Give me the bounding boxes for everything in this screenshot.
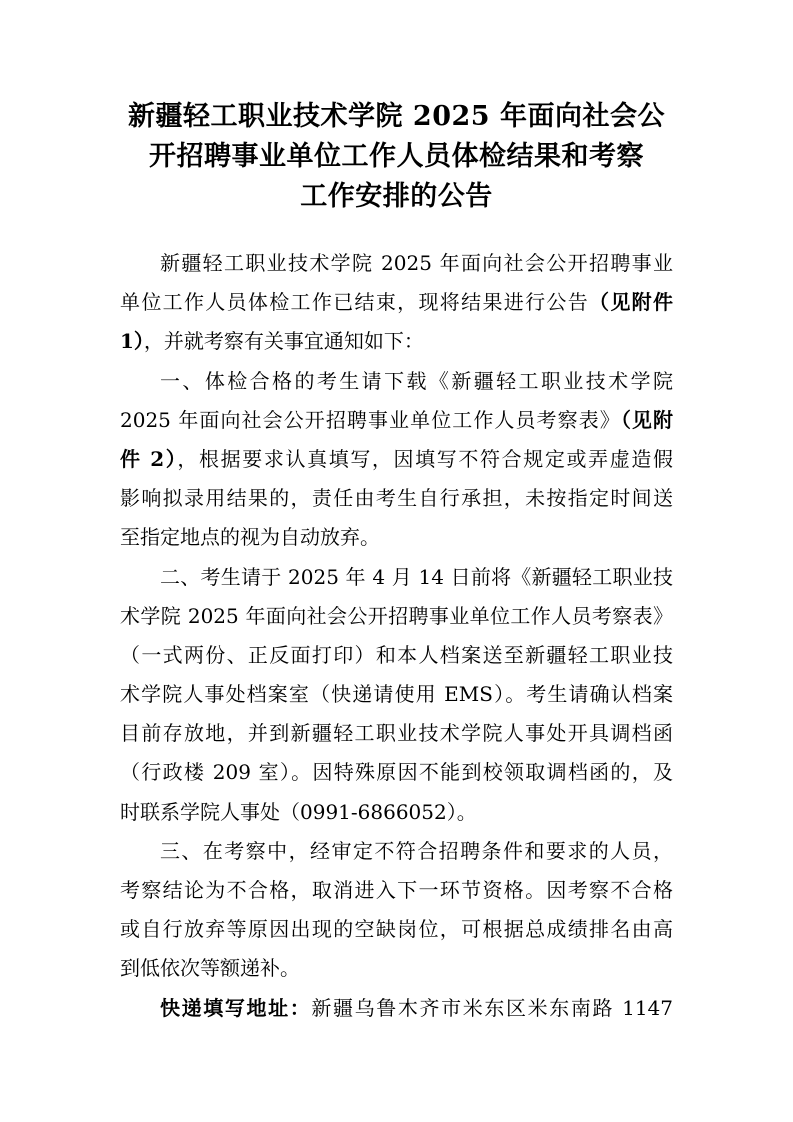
text-line <box>120 283 673 322</box>
address-label: 快递填写地址： <box>160 995 312 1020</box>
document-title <box>110 97 683 217</box>
intro-paragraph <box>120 244 673 362</box>
text-run: 2025 年面向社会公开招聘事业单位工作人员考察表》 <box>120 407 621 432</box>
attachment-ref-2-cont: 件 2） <box>120 446 178 471</box>
text-run: 单位工作人员体检工作已结束，现将结果进行公告 <box>120 290 590 315</box>
section-3-paragraph <box>120 832 673 989</box>
text-line: 一、体检合格的考生请下载《新疆轻工职业技术学院 <box>160 368 673 393</box>
text-line <box>120 989 673 1028</box>
text-line: 三、在考察中，经审定不符合招聘条件和要求的人员， <box>160 838 673 863</box>
attachment-ref-1: （见附件 <box>589 290 674 315</box>
text-line: 影响拟录用结果的，责任由考生自行承担，未按指定时间送 <box>120 486 673 511</box>
address-text: 新疆乌鲁木齐市米东区米东南路 1147 <box>311 995 673 1020</box>
text-line <box>120 401 673 440</box>
attachment-ref-1-cont: 1） <box>120 329 144 354</box>
title-line-1: 新疆轻工职业技术学院 2025 年面向社会公 <box>128 101 665 132</box>
text-line: 至指定地点的视为自动放弃。 <box>120 525 380 550</box>
text-line: 到低依次等额递补。 <box>120 956 300 981</box>
document-body <box>120 244 673 1028</box>
text-line: 二、考生请于 2025 年 4 月 14 日前将《新疆轻工职业技 <box>160 564 673 589</box>
section-2-paragraph <box>120 558 673 832</box>
text-line <box>120 440 673 479</box>
text-line: 考察结论为不合格，取消进入下一环节资格。因考察不合格 <box>120 878 673 902</box>
text-line: 术学院 2025 年面向社会公开招聘事业单位工作人员考察表》 <box>120 603 673 628</box>
text-line: 时联系学院人事处（0991-6866052）。 <box>120 799 477 824</box>
text-run: ，根据要求认真填写，因填写不符合规定或弄虚造假 <box>177 446 673 471</box>
attachment-ref-2: （见附 <box>620 407 674 432</box>
address-paragraph <box>120 989 673 1028</box>
text-line: 新疆轻工职业技术学院 2025 年面向社会公开招聘事业 <box>160 251 673 275</box>
text-line: （一式两份、正反面打印）和本人档案送至新疆轻工职业技 <box>120 642 673 667</box>
text-line: （行政楼 209 室）。因特殊原因不能到校领取调档函的，及 <box>120 760 673 785</box>
title-line-3: 工作安排的公告 <box>300 181 493 212</box>
text-run: ，并就考察有关事宜通知如下： <box>143 329 424 354</box>
section-1-paragraph <box>120 362 673 558</box>
text-line: 目前存放地，并到新疆轻工职业技术学院人事处开具调档函 <box>120 721 673 746</box>
text-line <box>120 322 673 361</box>
text-line: 术学院人事处档案室（快递请使用 EMS）。考生请确认档案 <box>120 682 673 707</box>
text-line: 或自行放弃等原因出现的空缺岗位，可根据总成绩排名由高 <box>120 917 673 942</box>
title-line-2: 开招聘事业单位工作人员体检结果和考察 <box>149 141 644 172</box>
